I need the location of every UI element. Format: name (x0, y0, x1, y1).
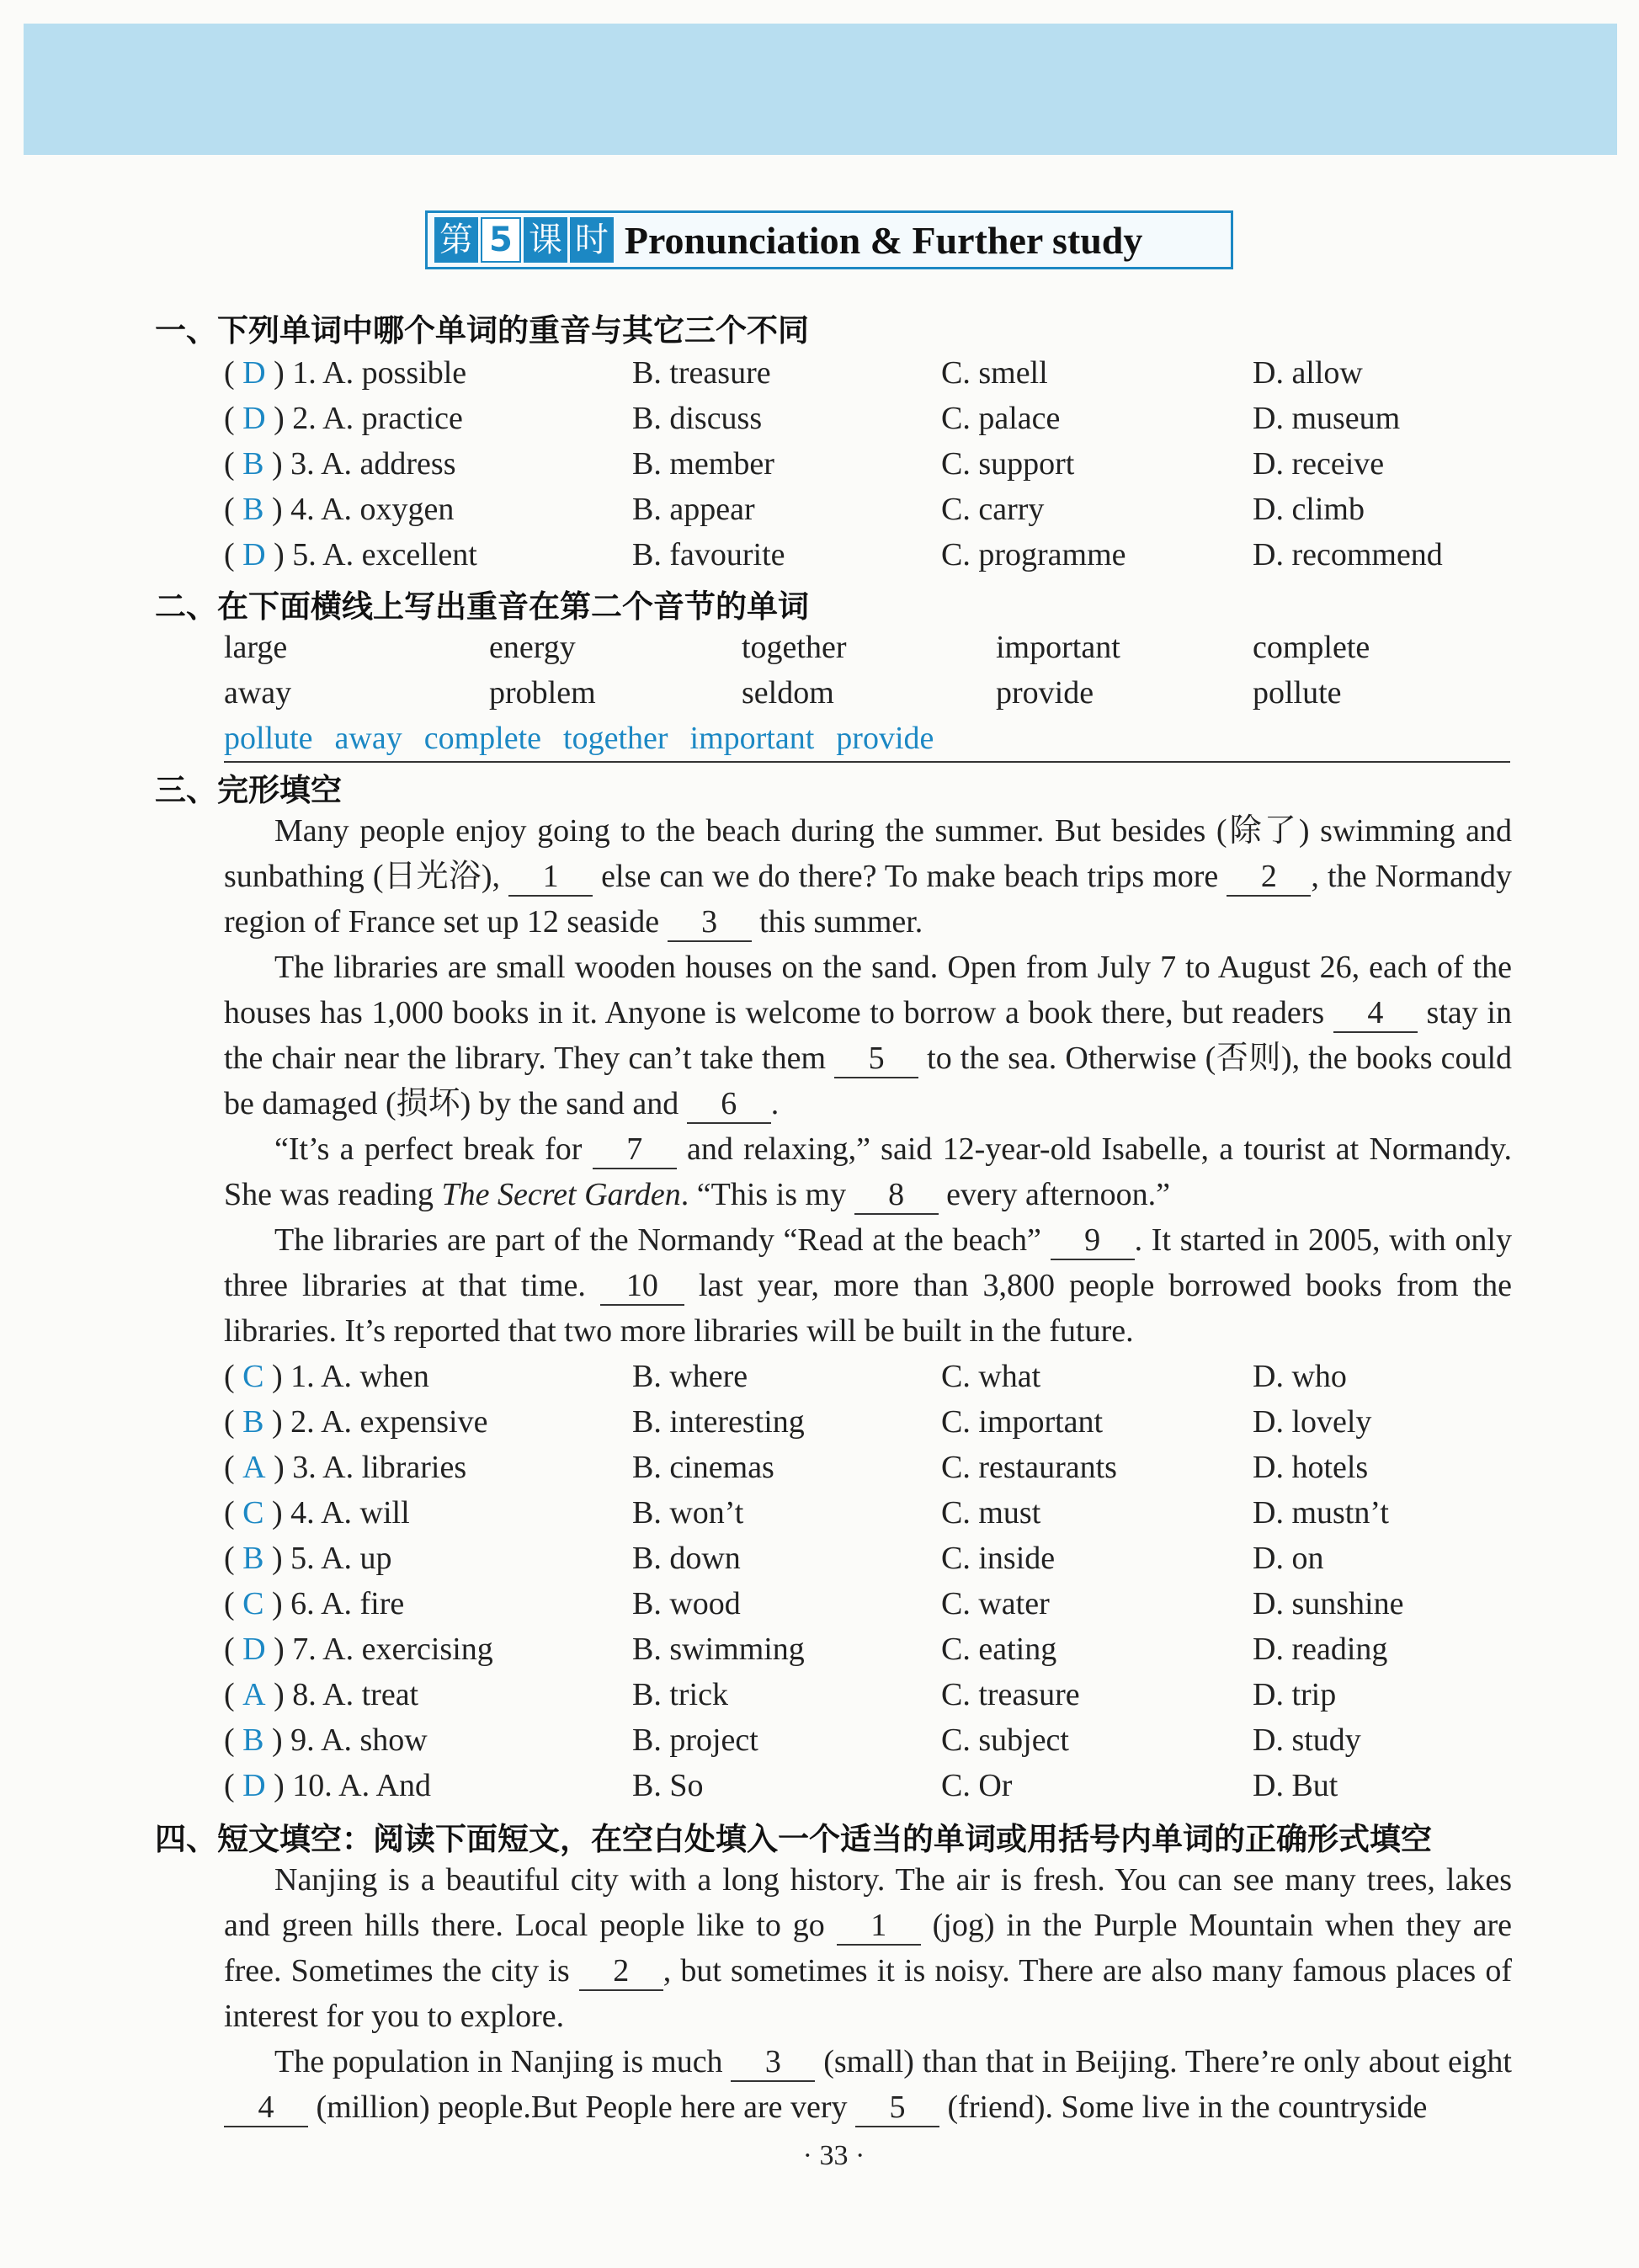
blank-1: 1 (837, 1907, 921, 1946)
section1-heading: 一、下列单词中哪个单词的重音与其它三个不同 (155, 312, 809, 349)
option-d: D. mustn’t (1253, 1495, 1389, 1531)
option-c: C. support (941, 446, 1075, 482)
option-d: D. hotels (1253, 1450, 1369, 1485)
word-row-2 (224, 670, 1529, 716)
question-stem: ( B ) 4. A. oxygen (224, 492, 455, 527)
s3-question-1 (224, 1354, 1529, 1399)
word: important (996, 630, 1120, 665)
option-b: B. interesting (632, 1404, 805, 1440)
answer-word: provide (836, 721, 934, 756)
option-b: B. wood (632, 1586, 741, 1621)
answer-mark: B (242, 1722, 264, 1758)
question-stem: ( D ) 7. A. exercising (224, 1632, 493, 1667)
s1-question-2 (224, 396, 1529, 441)
option-d: D. sunshine (1253, 1586, 1404, 1621)
option-b: B. treasure (632, 355, 771, 391)
option-c: C. water (941, 1586, 1050, 1621)
answer-mark: A (242, 1677, 266, 1712)
option-c: C. eating (941, 1632, 1057, 1667)
option-b: B. member (632, 446, 774, 482)
blank-5: 5 (855, 2089, 939, 2127)
option-d: D. But (1253, 1768, 1338, 1803)
question-stem: ( C ) 6. A. fire (224, 1586, 405, 1621)
option-d: D. lovely (1253, 1404, 1372, 1440)
blank-3: 3 (668, 903, 752, 942)
s3-question-5 (224, 1536, 1529, 1581)
option-d: D. reading (1253, 1632, 1388, 1667)
paragraph: The libraries are part of the Normandy “Read at the beach” 9 . It started in 2005, with only three libraries at that time. 10 last year, more than 3,800 people borrowed books from the libraries. It’s reported that two more libraries will be built in the future. (224, 1222, 1513, 1349)
answer-mark: B (242, 1541, 264, 1576)
answer-mark: C (242, 1359, 264, 1394)
option-c: C. carry (941, 492, 1045, 527)
option-c: C. restaurants (941, 1450, 1117, 1485)
answer-mark: D (242, 537, 266, 572)
option-c: C. subject (941, 1722, 1069, 1758)
paragraph: “It’s a perfect break for 7 and relaxing,” said 12-year-old Isabelle, a tourist at Normandy. She was reading The Secret Garden. “This is my 8 every afternoon.” (224, 1126, 1512, 1217)
blank-4: 4 (1333, 994, 1418, 1033)
option-d: D. trip (1253, 1677, 1337, 1712)
answer-word: away (334, 721, 402, 756)
question-stem: ( D ) 10. A. And (224, 1768, 431, 1803)
title-char-ke: 课 (524, 217, 567, 263)
s3-question-4 (224, 1490, 1529, 1536)
s3-question-2 (224, 1399, 1529, 1445)
section3-heading: 三、完形填空 (155, 772, 342, 808)
cloze-passage (224, 808, 1512, 1354)
paragraph: The libraries are small wooden houses on the sand. Open from July 7 to August 26, each of the houses has 1,000 books in it. Anyone is welcome to borrow a book there, but readers 4 stay in the chair near the library. They can’t take them 5 to the sea. Otherwise (否则), the books could be damaged (损坏) by the sand and 6 . (224, 945, 1512, 1126)
option-b: B. swimming (632, 1632, 805, 1667)
paragraph: Many people enjoy going to the beach during the summer. But besides (除了) swimming and sunbathing (日光浴), 1 else can we do there? To make beach trips more 2 , the Normandy region of France set up 12 seaside 3 this summer. (224, 808, 1512, 945)
word: large (224, 630, 288, 665)
s3-question-3 (224, 1445, 1529, 1490)
option-c: C. must (941, 1495, 1041, 1531)
lesson-title (425, 210, 1233, 269)
answer-mark: B (242, 1404, 264, 1440)
s1-question-1 (224, 350, 1529, 396)
question-stem: ( B ) 2. A. expensive (224, 1404, 488, 1440)
answer-mark: C (242, 1495, 264, 1531)
answer-mark: B (242, 492, 264, 527)
option-c: C. important (941, 1404, 1104, 1440)
s3-question-8 (224, 1672, 1529, 1717)
answer-word: complete (423, 721, 542, 756)
word-row-1 (224, 625, 1529, 670)
question-stem: ( C ) 4. A. will (224, 1495, 410, 1531)
section2-answer-line (224, 716, 1510, 763)
question-stem: ( B ) 9. A. show (224, 1722, 428, 1758)
option-c: C. programme (941, 537, 1126, 572)
blank-4: 4 (224, 2089, 308, 2127)
blank-3: 3 (731, 2043, 815, 2082)
blank-10: 10 (600, 1267, 684, 1306)
option-d: D. who (1253, 1359, 1347, 1394)
option-b: B. project (632, 1722, 758, 1758)
option-d: D. receive (1253, 446, 1385, 482)
option-c: C. palace (941, 401, 1061, 436)
word: energy (489, 630, 576, 665)
option-b: B. favourite (632, 537, 785, 572)
option-b: B. So (632, 1768, 704, 1803)
option-b: B. down (632, 1541, 741, 1576)
blank-7: 7 (593, 1131, 677, 1169)
blank-1: 1 (508, 858, 593, 897)
option-b: B. appear (632, 492, 755, 527)
section2-heading: 二、在下面横线上写出重音在第二个音节的单词 (155, 588, 809, 625)
blank-2: 2 (1227, 858, 1311, 897)
s1-question-4 (224, 487, 1529, 532)
answer-word: together (563, 721, 668, 756)
s3-question-7 (224, 1626, 1529, 1672)
question-stem: ( D ) 5. A. excellent (224, 537, 477, 572)
blank-5: 5 (834, 1040, 918, 1078)
paragraph: Nanjing is a beautiful city with a long history. The air is fresh. You can see many trees, lakes and green hills there. Local people like to go 1 (jog) in the Purple Mountain when they are free. Sometimes the city is 2 , but sometimes it is noisy. There are also many famous places of interest for you to explore. (224, 1862, 1512, 2034)
question-stem: ( D ) 1. A. possible (224, 355, 467, 391)
answer-word: important (689, 721, 815, 756)
question-stem: ( A ) 3. A. libraries (224, 1450, 467, 1485)
answer-word: pollute (224, 721, 313, 756)
option-c: C. inside (941, 1541, 1056, 1576)
answer-mark: D (242, 355, 266, 391)
question-stem: ( B ) 5. A. up (224, 1541, 392, 1576)
word: together (742, 630, 847, 665)
question-stem: ( C ) 1. A. when (224, 1359, 429, 1394)
option-c: C. Or (941, 1768, 1013, 1803)
page-number: · 33 · (802, 2140, 865, 2171)
answer-mark: B (242, 446, 264, 482)
header-band (24, 24, 1617, 155)
answer-mark: C (242, 1586, 264, 1621)
option-b: B. trick (632, 1677, 728, 1712)
blank-9: 9 (1051, 1222, 1135, 1260)
title-char-shi: 时 (570, 217, 614, 263)
answer-mark: A (242, 1450, 266, 1485)
book-title: The Secret Garden (441, 1177, 681, 1212)
fill-in-passage (224, 1857, 1512, 2130)
answer-mark: D (242, 1632, 266, 1667)
s3-question-9 (224, 1717, 1529, 1763)
option-d: D. on (1253, 1541, 1324, 1576)
s1-question-5 (224, 532, 1529, 578)
question-stem: ( A ) 8. A. treat (224, 1677, 419, 1712)
word: provide (996, 675, 1094, 711)
question-stem: ( D ) 2. A. practice (224, 401, 463, 436)
option-b: B. where (632, 1359, 748, 1394)
word: away (224, 675, 292, 711)
blank-8: 8 (854, 1176, 939, 1215)
option-b: B. cinemas (632, 1450, 774, 1485)
option-c: C. what (941, 1359, 1041, 1394)
s3-question-10 (224, 1763, 1529, 1808)
blank-6: 6 (687, 1085, 771, 1124)
title-char-di: 第 (434, 217, 478, 263)
blank-2: 2 (579, 1952, 663, 1991)
option-d: D. climb (1253, 492, 1365, 527)
option-b: B. won’t (632, 1495, 744, 1531)
question-stem: ( B ) 3. A. address (224, 446, 456, 482)
section4-heading: 四、短文填空：阅读下面短文，在空白处填入一个适当的单词或用括号内单词的正确形式填空 (155, 1821, 1432, 1857)
title-text: Pronunciation & Further study (624, 218, 1143, 262)
word: problem (489, 675, 596, 711)
option-c: C. treasure (941, 1677, 1080, 1712)
option-d: D. museum (1253, 401, 1401, 436)
word: complete (1253, 630, 1370, 665)
option-d: D. recommend (1253, 537, 1443, 572)
option-d: D. allow (1253, 355, 1363, 391)
word: seldom (742, 675, 834, 711)
s1-question-3 (224, 441, 1529, 487)
answer-mark: D (242, 401, 266, 436)
word: pollute (1253, 675, 1342, 711)
title-lesson-number: 5 (481, 217, 521, 263)
option-d: D. study (1253, 1722, 1361, 1758)
option-c: C. smell (941, 355, 1048, 391)
option-b: B. discuss (632, 401, 763, 436)
paragraph: The population in Nanjing is much 3 (small) than that in Beijing. There’re only about eight 4 (million) people.But People here are very 5 (friend). Some live in the countryside (224, 2039, 1512, 2130)
s3-question-6 (224, 1581, 1529, 1626)
answer-mark: D (242, 1768, 266, 1803)
